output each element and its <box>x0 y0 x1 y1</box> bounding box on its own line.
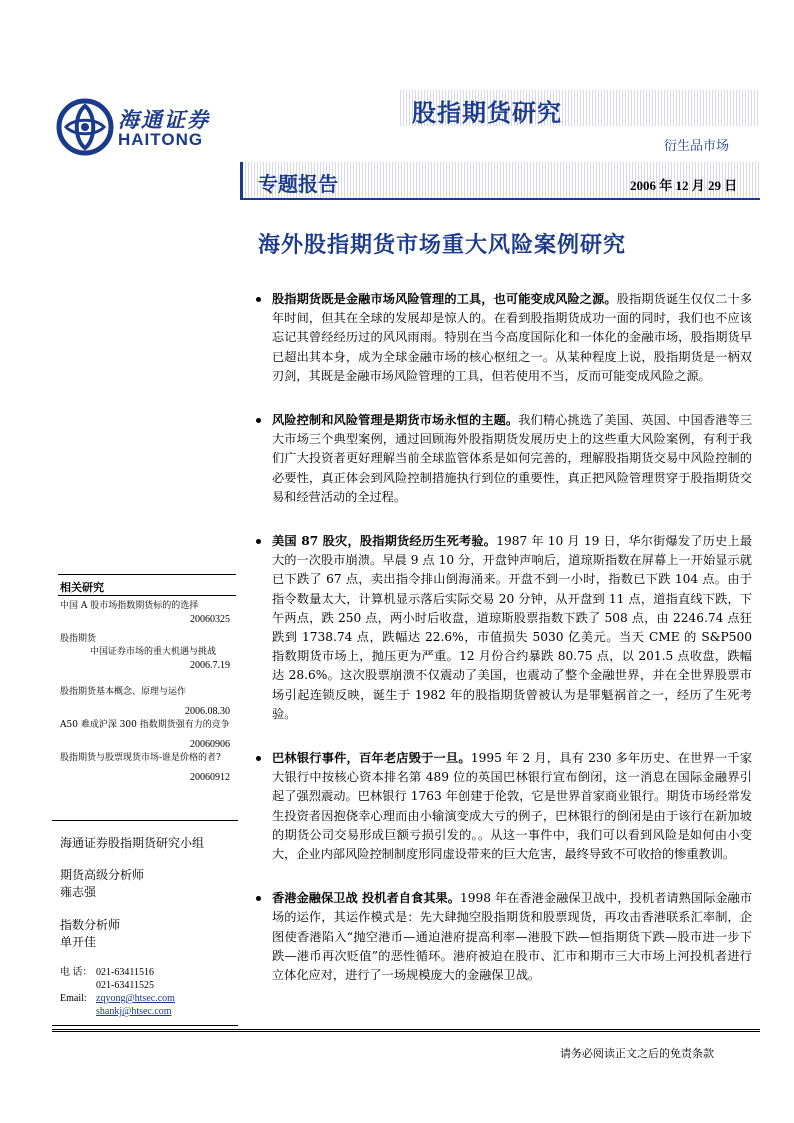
band-accent-bar <box>240 162 243 198</box>
report-subtitle: 海外股指期货市场重大风险案例研究 <box>258 232 627 258</box>
logo-chinese-text: 海通证券 <box>118 107 210 132</box>
related-title: 股指期货 <box>60 634 97 644</box>
subject-category: 衍生品市场 <box>664 139 730 154</box>
report-type: 专题报告 <box>258 172 338 196</box>
sidebar-divider <box>58 595 236 596</box>
related-item <box>60 686 236 718</box>
analyst-role: 指数分析师 <box>60 918 121 932</box>
email-link[interactable]: shankj@htsec.com <box>96 1006 172 1017</box>
bullet-lead: 风险控制和风险管理是期货市场永恒的主题。 <box>272 413 519 428</box>
bullet-lead: 香港金融保卫战 投机者自食其果。 <box>272 891 460 906</box>
related-item <box>60 752 236 784</box>
page-title: 股指期货研究 <box>412 98 562 127</box>
bullet-item <box>256 290 752 386</box>
bullet-text: 股指期货诞生仅仅二十多年时间，但其在全球的发展却是惊人的。在看到股指期货成功一面的同时，我们也不应该忘记其曾经经历过的风风雨雨。特别在当今高度国际化和一体化的金融市场，股指期货早已超出其本身，成为全球金融市场的核心枢纽之一。从某种程度上说，股指期货是一柄双刃剑，其既是金融市场风险管理的工具，但若使用不当，反而可能变成风险之源。 <box>272 292 753 383</box>
bullet-text: 1987 年 10 月 19 日，华尔街爆发了历史上最大的一次股市崩溃。早晨 9 点 10 分，开盘钟声响后，道琼斯指数在屏幕上一开始显示就已下跌了 67 点，卖出指令排山倒海涌来。开盘不到一小时，指数已下跌 104 点。由于指令数量太大，计算机显示落后实际交易 20 分钟，从开盘到 11 点，道指直线下跌，下午两点，跌 250 点，两小时后收盘，道琼斯股票指数下跌了 508 点，由 2246.74 点狂跌到 1738.74 点，跌幅达 22.6%，市值损失 5030 亿美元。当天 CME 的 S&P500 指数期货市场上，抛压更为严重。12 月份合约暴跌 80.75 点，以 201.5 点收盘，跌幅达 28.6%。这次股票崩溃不仅震动了美国，也震动了整个金融世界，并在全世界股票市场引起连锁反映，诞生于 1982 年的股指期货曾被认为是罪魁祸首之一，经历了生死考验。 <box>272 534 753 721</box>
research-team: 海通证券股指期货研究小组 <box>60 836 205 850</box>
phone-number: 021-63411516 <box>96 967 154 978</box>
related-title: 中国 A 股市场指数期货标的的选择 <box>60 601 199 611</box>
related-title: 股指期货与股票现货市场-谁是价格的者? <box>60 753 221 763</box>
bullet-lead: 美国 87 股灾，股指期货经历生死考验。 <box>272 534 497 549</box>
haitong-logo-icon <box>56 98 114 156</box>
related-item <box>60 600 236 626</box>
related-date: 2006.08.30 <box>185 706 230 717</box>
bullet-dot-icon <box>256 297 261 302</box>
related-date: 2006.7.19 <box>190 660 230 671</box>
bullet-text: 我们精心挑选了美国、英国、中国香港等三大市场三个典型案例，通过回顾海外股指期货发展历史上的这些重大风险案例，有利于我们广大投资者更好理解当前全球监管体系是如何完善的，理解股指期货交易中风险控制的必要性，真正体会到风险控制措施执行到位的重要性，真正把风险管理贯穿于股指期货交易和经营活动的全过程。 <box>272 413 753 504</box>
bullet-dot-icon <box>256 756 261 761</box>
related-item <box>60 633 236 672</box>
sidebar-divider <box>58 574 236 575</box>
email-link[interactable]: zqyong@htsec.com <box>96 993 175 1004</box>
analyst-name: 雍志强 <box>60 885 97 899</box>
bullet-item <box>256 411 752 507</box>
disclaimer-note: 请务必阅读正文之后的免责条款 <box>560 1047 714 1060</box>
phone-number: 021-63411525 <box>96 980 154 991</box>
related-title: 股指期货基本概念、原理与运作 <box>60 687 187 697</box>
bullet-dot-icon <box>256 896 261 901</box>
logo-english-text: HAITONG <box>118 130 204 149</box>
header-divider <box>240 198 760 200</box>
related-date: 20060325 <box>190 614 230 625</box>
bullet-item <box>256 889 752 985</box>
related-item <box>60 719 236 751</box>
bullet-dot-icon <box>256 418 261 423</box>
bullet-item <box>256 532 752 724</box>
analyst-role: 期货高级分析师 <box>60 868 145 882</box>
summary-bullets <box>256 290 752 1010</box>
related-date: 20060906 <box>190 739 230 750</box>
bullet-lead: 股指期货既是金融市场风险管理的工具，也可能变成风险之源。 <box>272 292 617 306</box>
related-date: 20060912 <box>190 772 230 783</box>
related-title: A50 难成沪深 300 指数期货强有力的竞争 <box>60 720 230 730</box>
footer-divider <box>52 1031 760 1032</box>
bullet-text: 1998 年在香港金融保卫战中，投机者请熟国际金融市场的运作，其运作模式是：先大肆抛空股指期货和股票现货，再攻击香港联系汇率制，企图使香港陷入“抛空港币—通迫港府提高利率—港股下跌—恒指期货下跌—股市进一步下跌—港币再次贬值”的恶性循环。港府被迫在股市、汇市和期市三大市场上河投机者进行立体化应对，进行了一场规模庞大的金融保卫战。 <box>272 891 752 983</box>
related-research-heading: 相关研究 <box>60 581 104 594</box>
bullet-lead: 巴林银行事件，百年老店毁于一旦。 <box>272 751 471 766</box>
phone-label: 电 话： <box>60 967 93 978</box>
analyst-name: 单开佳 <box>60 935 97 949</box>
bullet-item <box>256 749 752 864</box>
related-title-line2: 中国证券市场的重大机遇与挑战 <box>90 647 217 657</box>
footer-divider <box>52 1029 760 1030</box>
email-label: Email: <box>60 993 87 1004</box>
report-date: 2006 年 12 月 29 日 <box>630 178 738 193</box>
bullet-dot-icon <box>256 539 261 544</box>
bullet-text: 1995 年 2 月，具有 230 多年历史、在世界一千家大银行中按核心资本排名第 489 位的英国巴林银行宣布倒闭，这一消息在国际金融界引起了强烈震动。巴林银行 1763 年创建于伦敦，它是世界首家商业银行。期货市场经常发生投资者因抱侥幸心理而由小输演变成大亏的例子，巴林银行的倒闭是由于该行在新加坡的期货公司交易形成巨额亏损引发的。。从这一事件中，我们可以看到风险是如何由小变大，企业内部风险控制制度形同虚设带来的巨大危害，最终导致不可收拾的惨重教训。 <box>272 751 753 862</box>
